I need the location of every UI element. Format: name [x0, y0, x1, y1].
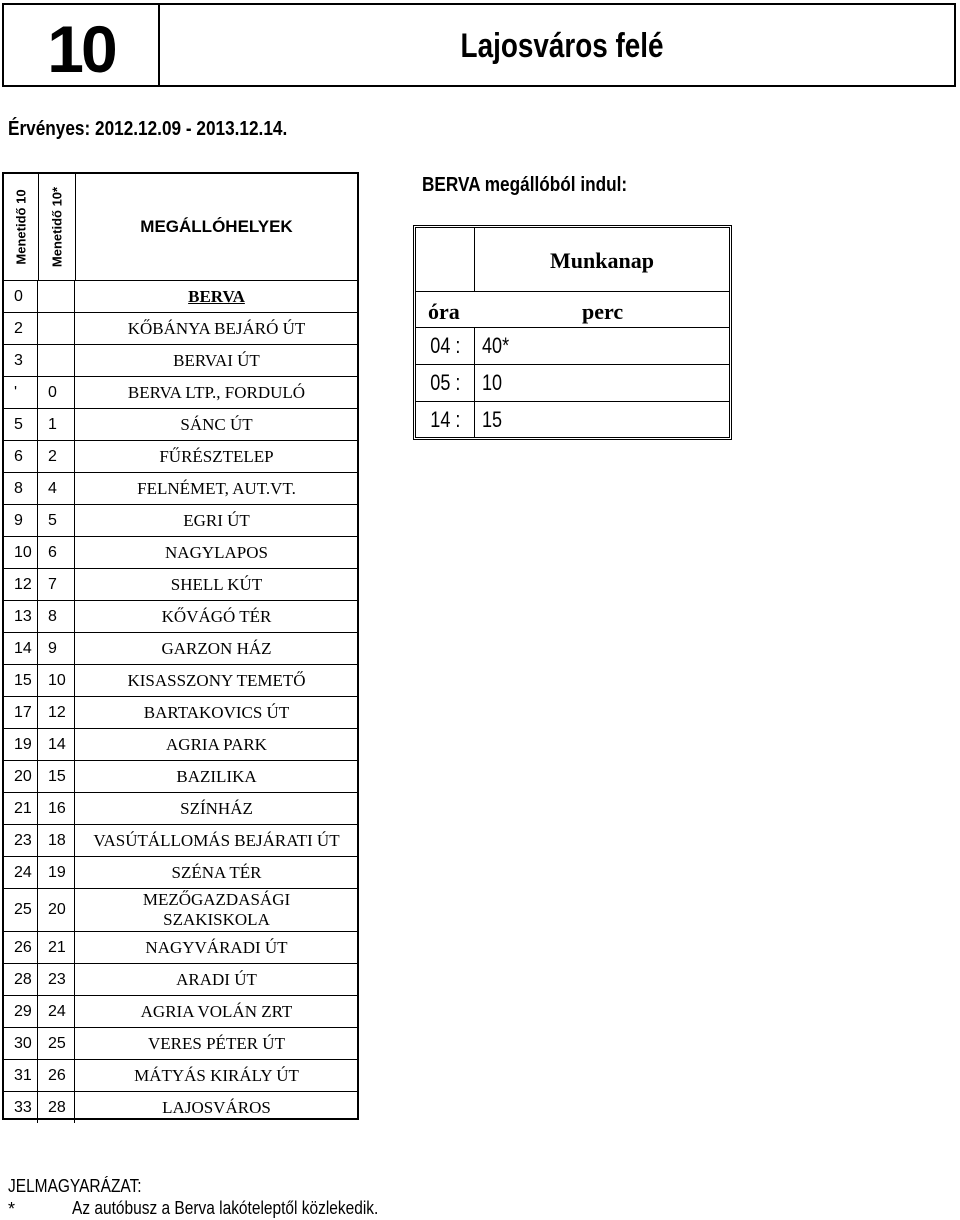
travel-time-10: 26	[4, 932, 38, 963]
travel-time-10: 14	[4, 633, 38, 664]
travel-time-10-star: 7	[39, 569, 75, 600]
travel-time-10: 31	[4, 1060, 38, 1091]
stop-name: LAJOSVÁROS	[162, 1097, 271, 1117]
stop-name: NAGYVÁRADI ÚT	[145, 937, 288, 957]
stop-name: KŐBÁNYA BEJÁRÓ ÚT	[127, 318, 306, 338]
stop-row	[4, 889, 357, 932]
stops-rows	[4, 281, 357, 1123]
stop-name: FŰRÉSZTELEP	[159, 446, 274, 466]
travel-time-10-star	[39, 313, 75, 344]
stop-name: KISASSZONY TEMETŐ	[127, 670, 306, 690]
departure-row	[416, 364, 729, 401]
stops-table-header	[4, 174, 357, 281]
stop-row	[4, 281, 357, 313]
stop-row	[4, 505, 357, 537]
travel-time-10-star: 24	[39, 996, 75, 1027]
travel-time-10: '	[4, 377, 38, 408]
stop-name: EGRI ÚT	[183, 510, 250, 530]
timetable-header	[2, 3, 956, 87]
stop-name: AGRIA VOLÁN ZRT	[140, 1001, 293, 1021]
departure-rows	[416, 327, 729, 438]
travel-time-10: 12	[4, 569, 38, 600]
stop-name-line: MEZŐGAZDASÁGI	[142, 890, 291, 909]
stop-name: NAGYLAPOS	[165, 542, 268, 562]
departure-row	[416, 401, 729, 438]
travel-time-10-star: 10	[39, 665, 75, 696]
stop-name: VERES PÉTER ÚT	[148, 1033, 285, 1053]
stop-name-line: SZAKISKOLA	[163, 910, 270, 929]
stop-name: SZÍNHÁZ	[180, 798, 253, 818]
legend-title: JELMAGYARÁZAT:	[8, 1176, 142, 1196]
stop-name: SÁNC ÚT	[180, 414, 253, 434]
departure-minutes: 40*	[482, 333, 510, 358]
stop-name: BAZILIKA	[176, 766, 257, 786]
travel-time-10-star: 4	[39, 473, 75, 504]
stops-table	[2, 172, 359, 1120]
hour-column-label: óra	[428, 299, 460, 324]
stop-name: GARZON HÁZ	[161, 638, 272, 658]
travel-time-10: 23	[4, 825, 38, 856]
travel-time-10: 24	[4, 857, 38, 888]
travel-time-10-star: 6	[39, 537, 75, 568]
stop-row	[4, 665, 357, 697]
stop-name: ARADI ÚT	[176, 969, 257, 989]
stop-row	[4, 633, 357, 665]
stop-name: MÁTYÁS KIRÁLY ÚT	[134, 1065, 299, 1085]
travel-time-10-star: 23	[39, 964, 75, 995]
travel-time-10-star: 8	[39, 601, 75, 632]
departure-row	[416, 327, 729, 364]
stops-column-header: MEGÁLLÓHELYEK	[140, 217, 293, 236]
departure-hour: 05 :	[429, 370, 461, 395]
stop-name: KŐVÁGÓ TÉR	[161, 606, 272, 626]
travel-time-10-star: 26	[39, 1060, 75, 1091]
travel-time-10-star: 2	[39, 441, 75, 472]
travel-time-10: 28	[4, 964, 38, 995]
stop-row	[4, 569, 357, 601]
stop-row	[4, 1028, 357, 1060]
travel-time-10: 2	[4, 313, 38, 344]
minute-column-label: perc	[582, 299, 624, 324]
travel-time-10: 17	[4, 697, 38, 728]
travel-time-10-star: 19	[39, 857, 75, 888]
travel-time-10: 5	[4, 409, 38, 440]
travel-time-10: 15	[4, 665, 38, 696]
travel-time-10-star	[39, 281, 75, 312]
travel-time-10-star: 12	[39, 697, 75, 728]
departure-minutes: 15	[482, 407, 503, 432]
stop-row	[4, 313, 357, 345]
travel-time-10: 19	[4, 729, 38, 760]
stop-name: FELNÉMET, AUT.VT.	[137, 478, 296, 498]
travel-time-10-star: 28	[39, 1092, 75, 1123]
travel-time-10-star: 1	[39, 409, 75, 440]
route-number: 10	[47, 12, 115, 86]
travel-time-10-star: 16	[39, 793, 75, 824]
departures-table	[413, 225, 732, 440]
day-type-label: Munkanap	[550, 248, 654, 273]
travel-time-10: 10	[4, 537, 38, 568]
travel-time-10: 33	[4, 1092, 38, 1123]
stop-row	[4, 964, 357, 996]
stop-row	[4, 345, 357, 377]
legend-symbol: *	[8, 1199, 16, 1219]
stop-row	[4, 409, 357, 441]
stop-name: BERVA LTP., FORDULÓ	[127, 382, 306, 402]
stop-row	[4, 825, 357, 857]
stop-row	[4, 473, 357, 505]
stop-name: AGRIA PARK	[166, 734, 267, 754]
travel-time-10-star: 18	[39, 825, 75, 856]
travel-time-10-header: Menetidő 10	[4, 174, 39, 280]
stop-name: VASÚTÁLLOMÁS BEJÁRATI ÚT	[93, 830, 340, 850]
travel-time-10-star: 20	[39, 889, 75, 931]
travel-time-10-star: 0	[39, 377, 75, 408]
stop-row	[4, 996, 357, 1028]
travel-time-10-star: 5	[39, 505, 75, 536]
travel-time-10: 6	[4, 441, 38, 472]
departure-hour: 14 :	[429, 407, 461, 432]
travel-time-10: 13	[4, 601, 38, 632]
travel-time-10-star: 21	[39, 932, 75, 963]
validity-period: Érvényes: 2012.12.09 - 2013.12.14.	[8, 118, 288, 140]
stop-name: BERVAI ÚT	[173, 350, 260, 370]
travel-time-10: 21	[4, 793, 38, 824]
stop-row	[4, 857, 357, 889]
stop-name: SHELL KÚT	[170, 574, 263, 594]
departure-minutes: 10	[482, 370, 503, 395]
stop-name: BERVA	[188, 286, 245, 306]
travel-time-10: 9	[4, 505, 38, 536]
departure-hour: 04 :	[429, 333, 461, 358]
travel-time-10-star: 25	[39, 1028, 75, 1059]
legend-text: Az autóbusz a Berva lakóteleptől közlekedik.	[72, 1198, 379, 1218]
stop-row	[4, 729, 357, 761]
travel-time-10: 3	[4, 345, 38, 376]
stop-row	[4, 932, 357, 964]
travel-time-10-star	[39, 345, 75, 376]
stop-row	[4, 537, 357, 569]
travel-time-10: 30	[4, 1028, 38, 1059]
travel-time-10: 20	[4, 761, 38, 792]
travel-time-10-star: 9	[39, 633, 75, 664]
travel-time-10: 0	[4, 281, 38, 312]
stop-row	[4, 601, 357, 633]
stop-row	[4, 1092, 357, 1123]
route-direction: Lajosváros felé	[460, 27, 664, 65]
travel-time-10-star-header: Menetidő 10*	[39, 174, 76, 280]
stop-row	[4, 761, 357, 793]
stop-row	[4, 1060, 357, 1092]
travel-time-10: 29	[4, 996, 38, 1027]
stop-name: SZÉNA TÉR	[171, 862, 262, 882]
stop-row	[4, 697, 357, 729]
stop-row	[4, 377, 357, 409]
route-number-box	[4, 5, 160, 85]
stop-name: BARTAKOVICS ÚT	[143, 702, 290, 722]
travel-time-10-star: 15	[39, 761, 75, 792]
stop-row	[4, 793, 357, 825]
stop-name	[76, 889, 357, 931]
travel-time-10: 8	[4, 473, 38, 504]
stop-row	[4, 441, 357, 473]
departures-title: BERVA megállóból indul:	[422, 174, 628, 196]
travel-time-10-star: 14	[39, 729, 75, 760]
travel-time-10: 25	[4, 889, 38, 931]
